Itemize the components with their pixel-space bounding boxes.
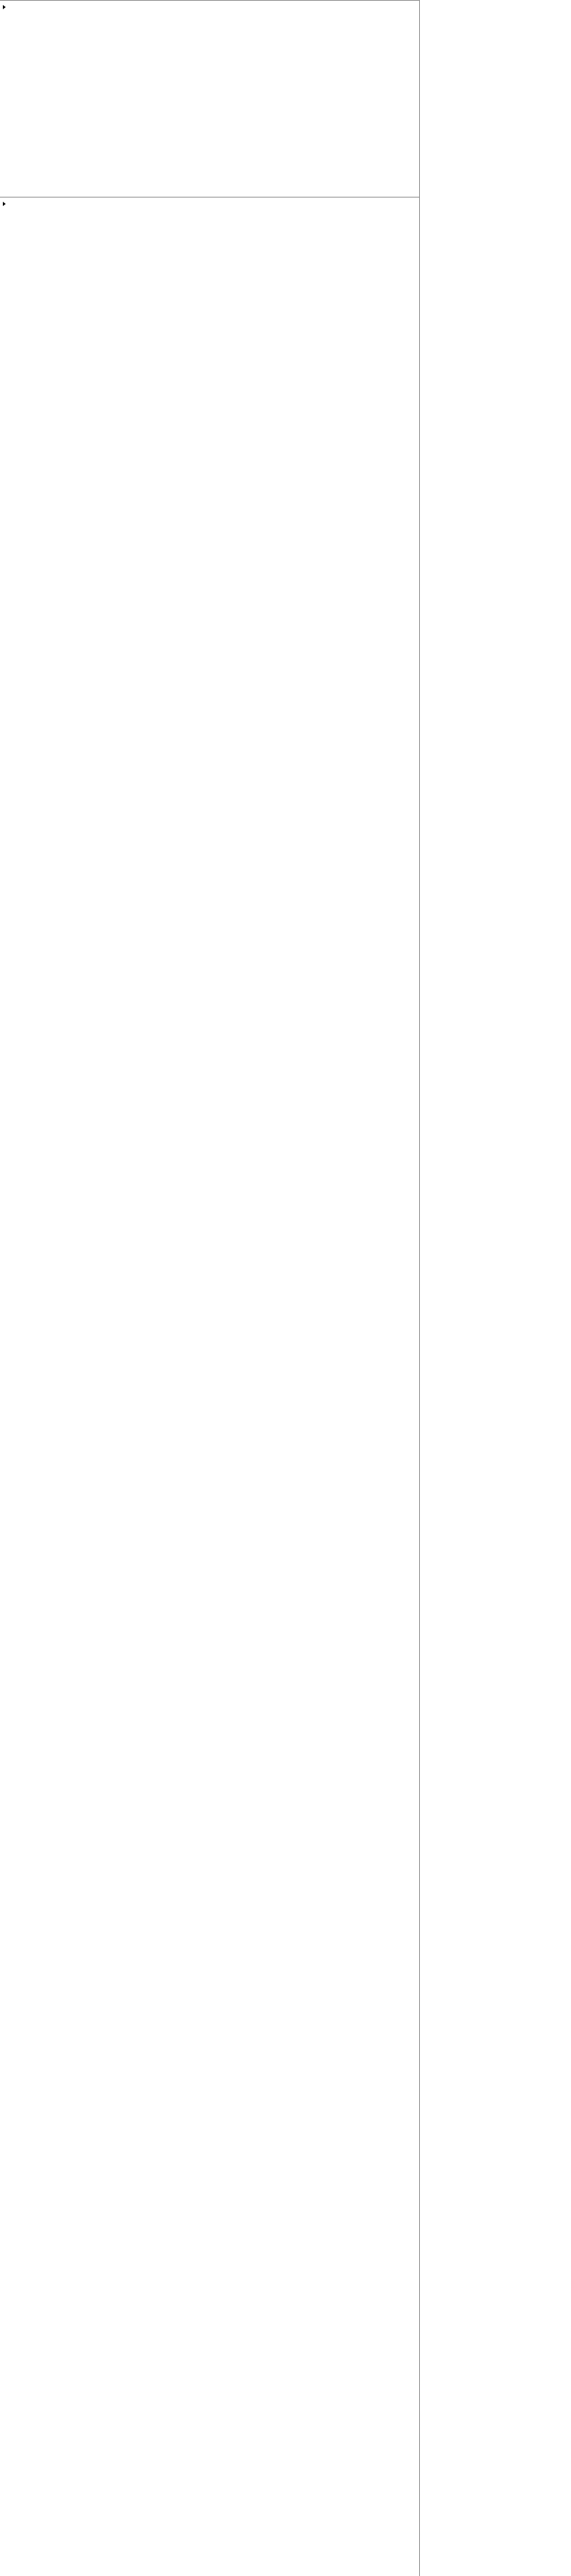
summary-title <box>3 199 416 208</box>
explanation-section <box>0 0 419 197</box>
summary-section <box>0 197 419 230</box>
explanation-title <box>3 2 416 11</box>
arrow-icon <box>3 5 6 9</box>
forecast-chart-column <box>420 0 571 2576</box>
arrow-icon <box>3 202 6 206</box>
